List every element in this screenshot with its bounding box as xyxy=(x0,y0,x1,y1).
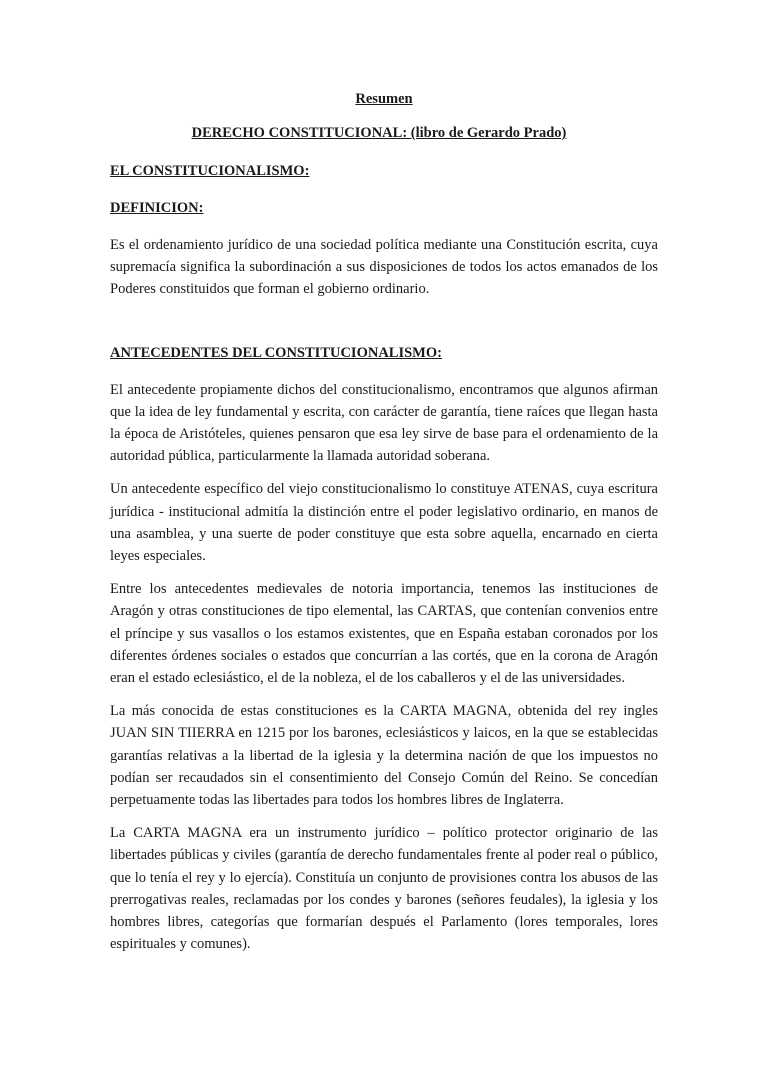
definition-paragraph: Es el ordenamiento jurídico de una sociedad política mediante una Constitución escrita, cuya supremacía significa la subordinación a sus disposiciones de todos los actos emanados de los Poderes constituidos que forman el gobierno ordinario. xyxy=(110,237,658,298)
section-heading-definicion: DEFINICION: xyxy=(110,200,204,216)
document-title: Resumen xyxy=(355,91,413,107)
section-heading-antecedentes: ANTECEDENTES DEL CONSTITUCIONALISMO: xyxy=(110,344,442,361)
paragraph-carta-magna: La más conocida de estas constituciones es la CARTA MAGNA, obtenida del rey ingles JUAN SIN TIIERRA en 1215 por los barones, eclesiásticos y laicos, en la que se establecidas garantías relativas a la libertad de la iglesia y la determina nación de que los impuestos no podían ser recaudados sin el consentimiento del Consejo Común del Reino. Se concedían perpetuamente todas las libertades para todos los hombres libres de Inglaterra. xyxy=(110,703,658,809)
paragraph-medievales: Entre los antecedentes medievales de notoria importancia, tenemos las instituciones de Aragón y otras constituciones de tipo elemental, las CARTAS, que contenían convenios entre el príncipe y sus vasallos o los estamos existentes, que en España estaban coronados por los diferentes órdenes sociales o estados que concurrían a las cortés, que en la corona de Aragón eran el estado eclesiástico, el de la nobleza, el de los caballeros y el de las universidades. xyxy=(110,581,658,687)
document-page xyxy=(110,88,658,966)
section-heading-constitucionalismo: EL CONSTITUCIONALISMO: xyxy=(110,163,310,179)
spacer xyxy=(110,312,658,342)
paragraph-carta-magna-instrumento: La CARTA MAGNA era un instrumento jurídico – político protector originario de las libertades públicas y civiles (garantía de derecho fundamentales frente al poder real o público, que lo tenía el rey y lo ejercía). Constituía un conjunto de provisiones contra los abusos de las prerrogativas reales, reclamadas por los condes y barones (señores feudales), la iglesia y los hombres libres, categorías que formarían después el Parlamento (lores temporales, lores espirituales y comunes). xyxy=(110,825,658,953)
paragraph-atenas: Un antecedente específico del viejo constitucionalismo lo constituye ATENAS, cuya escritura jurídica - institucional admitía la distinción entre el poder legislativo ordinario, en manos de una asamblea, y una suerte de poder constituye que esta sobre aquella, encarnado en cierta leyes especiales. xyxy=(110,481,658,565)
document-subtitle: DERECHO CONSTITUCIONAL: (libro de Gerardo Prado) xyxy=(191,125,567,141)
paragraph-antecedente-propio: El antecedente propiamente dichos del constitucionalismo, encontramos que algunos afirman que la idea de ley fundamental y escrita, con carácter de garantía, tiene raíces que llegan hasta la época de Aristóteles, quienes pensaron que esa ley sirve de base para el ordenamiento de la autoridad pública, particularmente la llamada autoridad soberana. xyxy=(110,381,658,465)
